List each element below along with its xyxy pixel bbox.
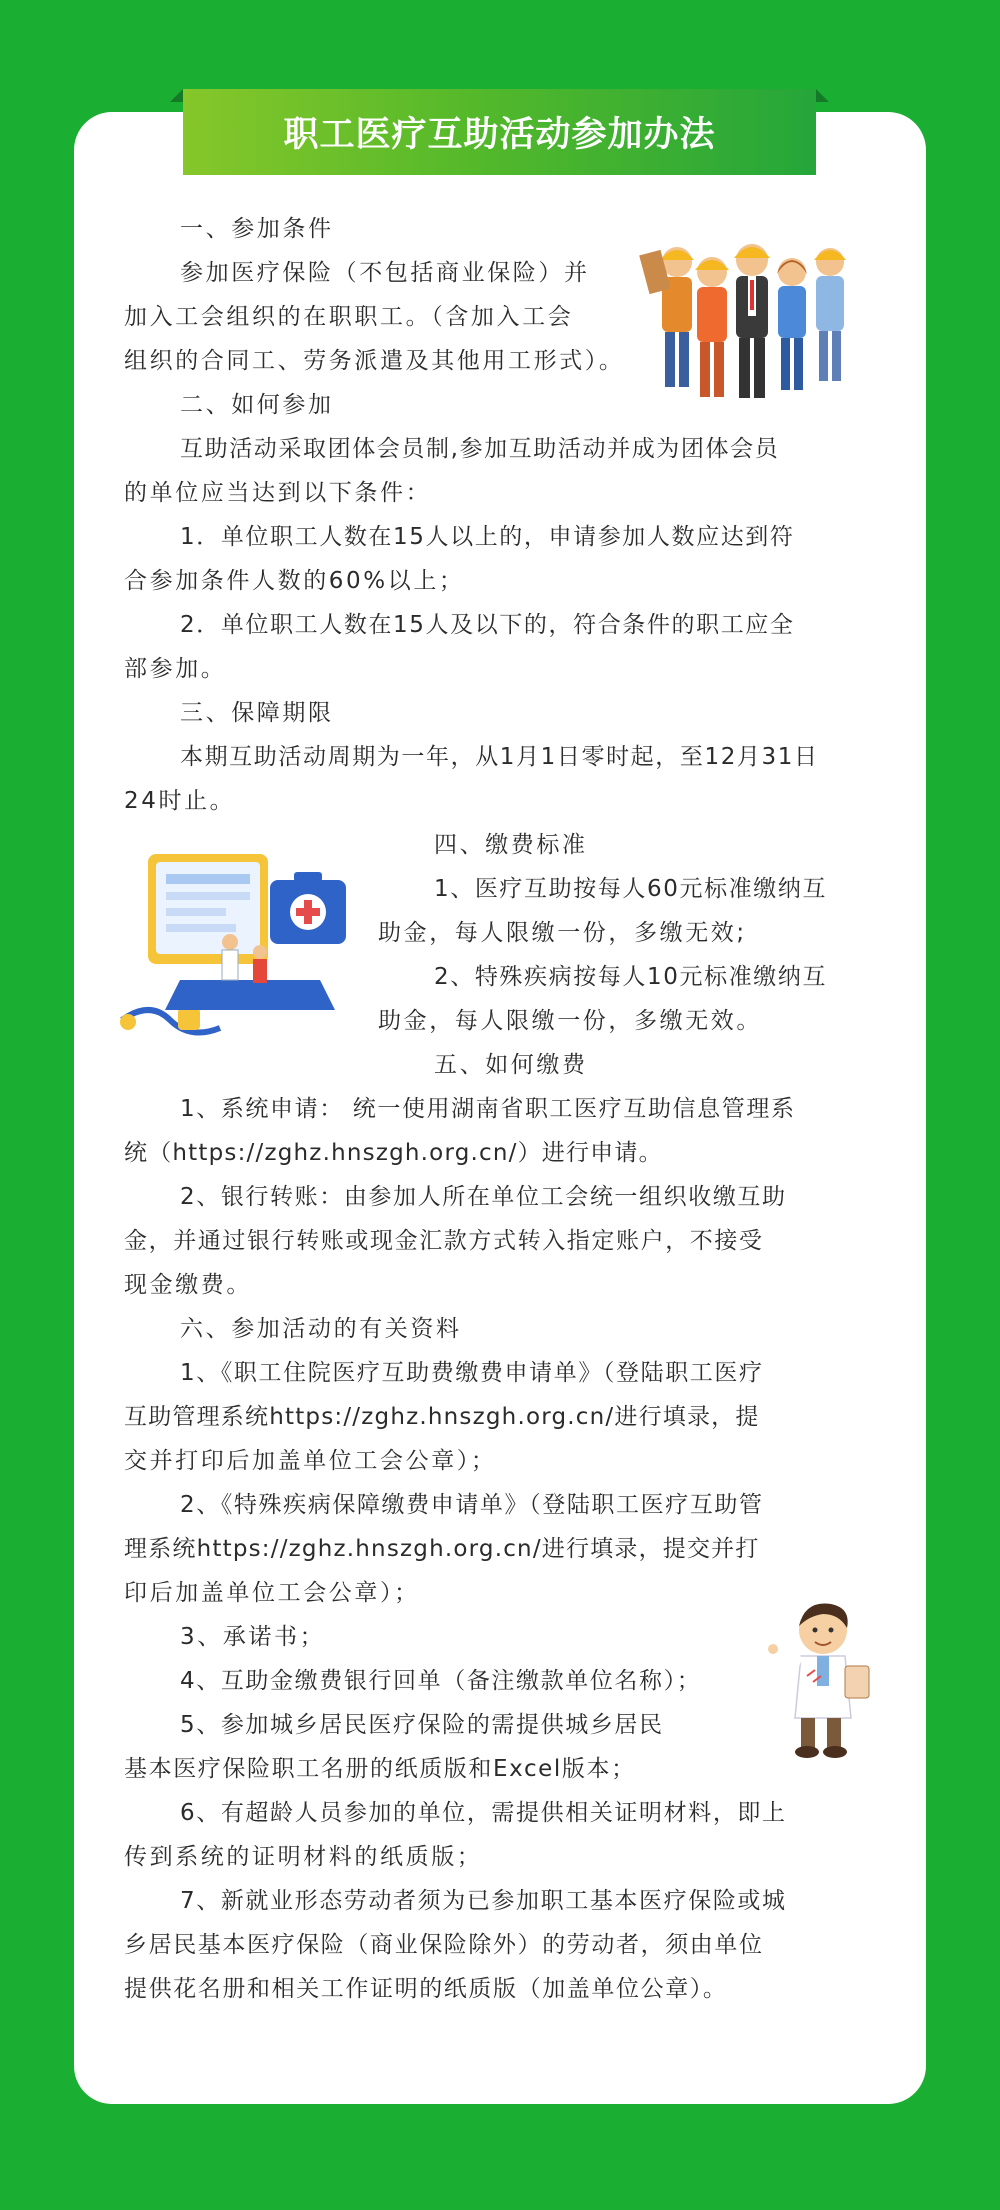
- section-3-heading: 三、保障期限: [180, 700, 334, 726]
- text-line: 本期互助活动周期为一年，从1月1日零时起，至12月31日: [180, 744, 819, 770]
- text-line: 传到系统的证明材料的纸质版；: [124, 1844, 483, 1870]
- text-line: 助金，每人限缴一份，多缴无效;: [378, 920, 747, 946]
- text-line: 1、医疗互助按每人60元标准缴纳互: [434, 876, 828, 902]
- text-line: 交并打印后加盖单位工会公章）；: [124, 1448, 497, 1474]
- text-line: 24时止。: [124, 788, 236, 814]
- text-line: 理系统https://zghz.hnszgh.org.cn/进行填录，提交并打: [124, 1536, 760, 1562]
- text-line: 1、系统申请： 统一使用湖南省职工医疗互助信息管理系: [180, 1096, 796, 1122]
- text-line: 现金缴费。: [124, 1272, 252, 1298]
- section-1-heading: 一、参加条件: [180, 216, 334, 242]
- text-line: 统（https://zghz.hnszgh.org.cn/）进行申请。: [124, 1140, 663, 1166]
- title-banner: [183, 89, 816, 175]
- text-line: 4、互助金缴费银行回单（备注缴款单位名称）；: [180, 1668, 702, 1694]
- text-line: 1．单位职工人数在15人以上的，申请参加人数应达到符: [180, 524, 795, 550]
- text-line: 3、承诺书；: [180, 1624, 326, 1650]
- text-line: 基本医疗保险职工名册的纸质版和Excel版本；: [124, 1756, 636, 1782]
- text-line: 组织的合同工、劳务派遣及其他用工形式）。: [124, 348, 625, 374]
- medical-computer-illustration: [120, 850, 360, 1050]
- text-line: 的单位应当达到以下条件：: [124, 480, 432, 506]
- section-4-heading: 四、缴费标准: [434, 832, 588, 858]
- text-line: 加入工会组织的在职职工。（含加入工会: [124, 304, 574, 330]
- text-line: 合参加条件人数的60%以上；: [124, 568, 465, 594]
- text-line: 部参加。: [124, 656, 227, 682]
- text-line: 2．单位职工人数在15人及以下的，符合条件的职工应全: [180, 612, 795, 638]
- text-line: 2、《特殊疾病保障缴费申请单》（登陆职工医疗互助管: [180, 1492, 764, 1518]
- text-line: 6、有超龄人员参加的单位，需提供相关证明材料，即上: [180, 1800, 787, 1826]
- text-line: 金，并通过银行转账或现金汇款方式转入指定账户，不接受: [124, 1228, 764, 1254]
- doctor-illustration: [765, 1600, 885, 1765]
- text-line: 2、特殊疾病按每人10元标准缴纳互: [434, 964, 828, 990]
- workers-illustration: [632, 232, 872, 422]
- text-line: 印后加盖单位工会公章）；: [124, 1580, 420, 1606]
- text-line: 参加医疗保险（不包括商业保险）并: [180, 260, 590, 286]
- section-2-heading: 二、如何参加: [180, 392, 334, 418]
- text-line: 助金，每人限缴一份，多缴无效。: [378, 1008, 762, 1034]
- text-line: 2、银行转账：由参加人所在单位工会统一组织收缴互助: [180, 1184, 787, 1210]
- text-line: 5、参加城乡居民医疗保险的需提供城乡居民: [180, 1712, 664, 1738]
- text-line: 互助管理系统https://zghz.hnszgh.org.cn/进行填录，提: [124, 1404, 760, 1430]
- text-line: 7、新就业形态劳动者须为已参加职工基本医疗保险或城: [180, 1888, 787, 1914]
- section-5-heading: 五、如何缴费: [434, 1052, 588, 1078]
- text-line: 提供花名册和相关工作证明的纸质版（加盖单位公章）。: [124, 1976, 728, 2002]
- text-line: 1、《职工住院医疗互助费缴费申请单》（登陆职工医疗: [180, 1360, 764, 1386]
- text-line: 互助活动采取团体会员制,参加互助活动并成为团体会员: [180, 436, 780, 462]
- section-6-heading: 六、参加活动的有关资料: [180, 1316, 462, 1342]
- page-title: 职工医疗互助活动参加办法: [283, 115, 716, 155]
- text-line: 乡居民基本医疗保险（商业保险除外）的劳动者，须由单位: [124, 1932, 764, 1958]
